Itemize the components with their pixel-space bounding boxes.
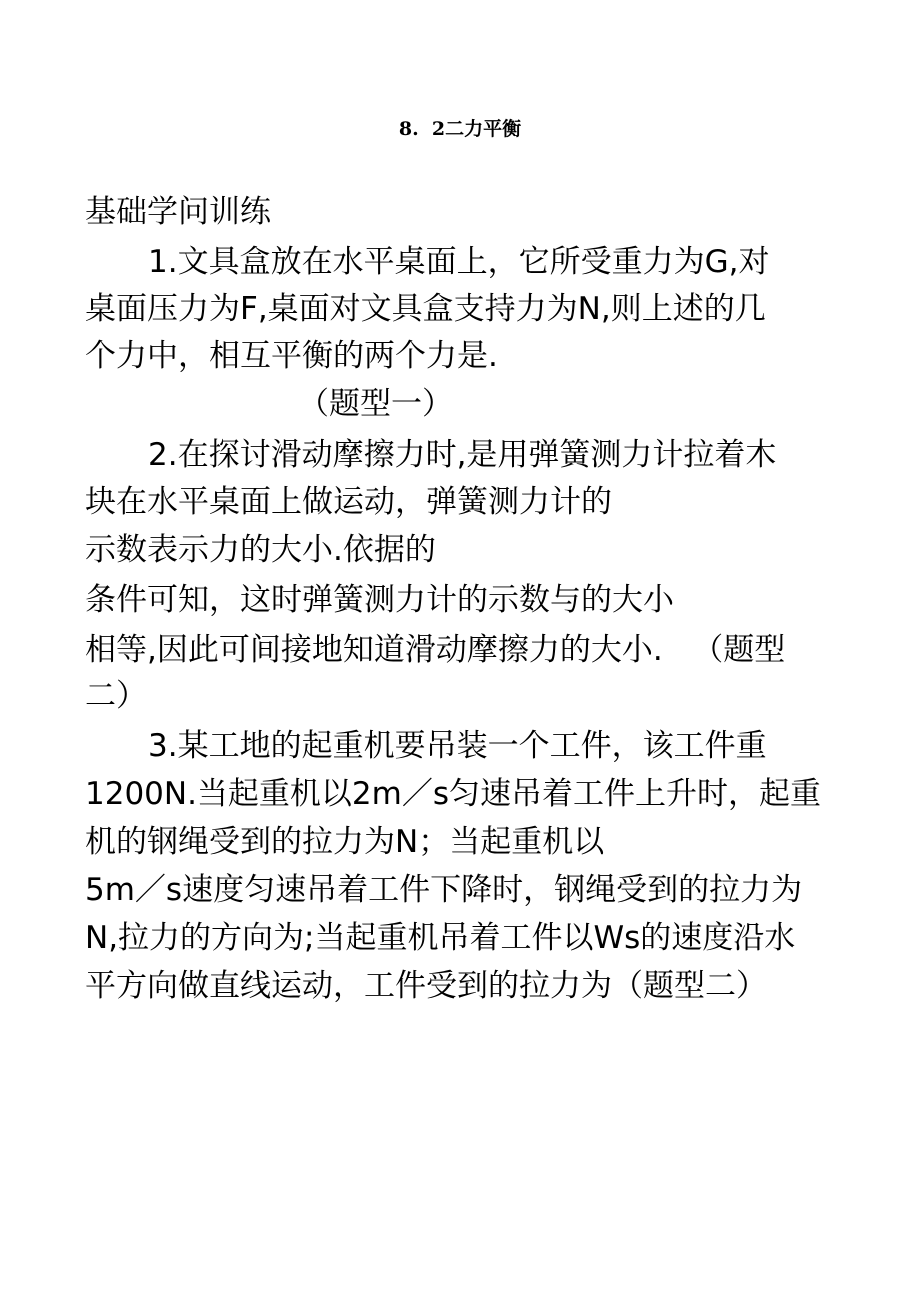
question-3-line-2: 1200N.当起重机以2m／s匀速吊着工件上升时，起重 [85, 776, 822, 812]
question-2-line-1: 2.在探讨滑动摩擦力时,是用弹簧测力计拉着木 [148, 437, 777, 473]
question-2-line-4: 条件可知，这时弹簧测力计的示数与的大小 [85, 582, 674, 618]
question-1-line-2: 桌面压力为F,桌面对文具盒支持力为N,则上述的几 [85, 291, 766, 327]
question-3-line-1: 3.某工地的起重机要吊装一个工件，该工件重 [148, 728, 767, 764]
question-2-line-2: 块在水平桌面上做运动，弹簧测力计的 [85, 484, 612, 520]
question-2-line-3: 示数表示力的大小.依据的 [85, 532, 436, 568]
section-heading: 基础学问训练 [85, 194, 271, 230]
question-1-type-tag: （题型一） [298, 386, 453, 422]
question-1-line-3: 个力中，相互平衡的两个力是. [85, 338, 498, 374]
question-3-line-5: N,拉力的方向为;当起重机吊着工件以Ws的速度沿水 [85, 920, 796, 956]
question-3-line-4: 5m／s速度匀速吊着工件下降时，钢绳受到的拉力为 [85, 872, 803, 908]
question-3-line-6: 平方向做直线运动，工件受到的拉力为（题型二） [85, 968, 767, 1004]
question-2-line-6: 二） [85, 678, 147, 714]
page-title: 8. 2二力平衡 [398, 118, 522, 140]
question-2-line-5: 相等,因此可间接地知道滑动摩擦力的大小. （题型 [85, 632, 786, 668]
question-3-line-3: 机的钢绳受到的拉力为N；当起重机以 [85, 824, 605, 860]
question-1-line-1: 1.文具盒放在水平桌面上，它所受重力为G,对 [148, 244, 770, 280]
